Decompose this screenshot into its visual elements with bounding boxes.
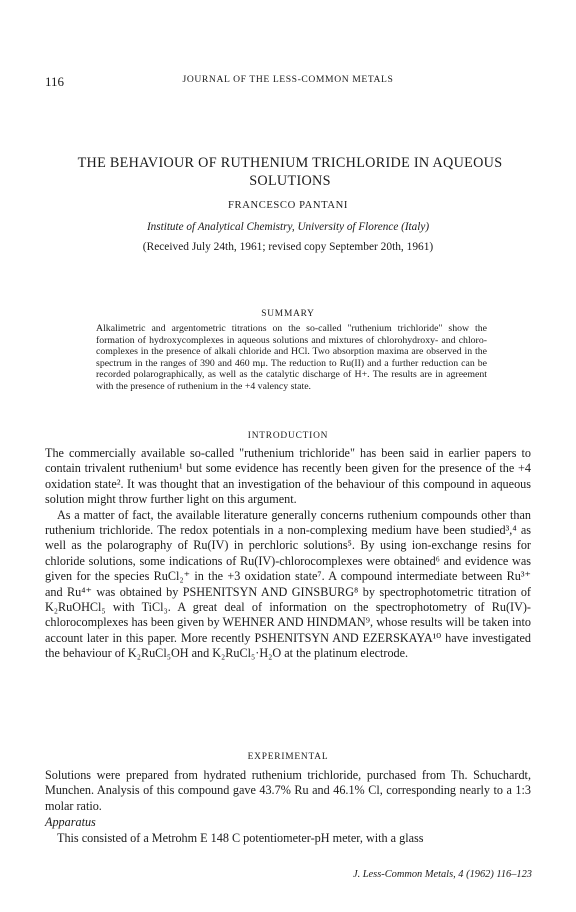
author: FRANCESCO PANTANI [228, 200, 348, 211]
received-date: (Received July 24th, 1961; revised copy September 20th, 1961) [142, 241, 434, 253]
experimental-paragraph: Solutions were prepared from hydrated ruthenium trichloride, purchased from Th. Schuchardt, Munchen. Analysis of this compound gave 43.7% Ru and 46.1% Cl, corresponding nearly to a 1:3 molar ratio. [45, 768, 531, 813]
summary-heading: SUMMARY [261, 309, 315, 319]
introduction-paragraph-2: As a matter of fact, the available literature generally concerns ruthenium compounds other than ruthenium trichloride. The redox potentials in a non-complexing medium have been studied³,⁴ as well as the polarography of Ru(IV) in perchloric solutions⁵. By using ion-exchange resins for chloride solutions, some indications of Ru(IV)-chlorocomplexes were obtained⁶ and evidence was given for the species RuCl₂⁺ in the +3 oxidation state⁷. A compound intermediate between Ru³⁺ and Ru⁴⁺ was obtained by PSHENITSYN AND GINSBURG⁸ by spectrophotometric titration of K₂RuOHCl₅ with TiCl₃. A great deal of information on the spectrophotometry of Ru(IV)-chlorocomplexes has been given by WEHNER AND HINDMAN⁹, whose results will be taken into account later in this paper. More recently PSHENITSYN AND EZERSKAYA¹⁰ have investigated the behaviour of K₂RuCl₅OH and K₂RuCl₅·H₂O at the platinum electrode. [45, 507, 531, 661]
article-title: THE BEHAVIOUR OF RUTHENIUM TRICHLORIDE IN AQUEOUS SOLUTIONS [77, 155, 503, 189]
introduction-heading: INTRODUCTION [247, 431, 329, 441]
summary-text: Alkalimetric and argentometric titrations on the so-called "ruthenium trichloride" show the formation of hydroxycomplexes in aqueous solutions and mixtures of chlorohydroxy- and chloro-complexes in the presence of alkali chloride and HCl. Two absorption maxima are observed in the spectrum in the ranges of 390 and 460 mμ. The reduction to Ru(II) and a further reduction can be recorded polarographically, as well as the catalytic discharge of H+. The results are in agreement with the presence of ruthenium in the +4 valency state. [96, 323, 487, 392]
apparatus-heading: Apparatus [45, 815, 96, 829]
apparatus-paragraph: This consisted of a Metrohm E 148 C potentiometer-pH meter, with a glass [57, 831, 424, 845]
affiliation: Institute of Analytical Chemistry, University of Florence (Italy) [146, 221, 430, 233]
experimental-heading: EXPERIMENTAL [247, 752, 329, 762]
introduction-body [45, 446, 531, 662]
introduction-paragraph-1: The commercially available so-called "ruthenium trichloride" has been said in earlier papers to contain trivalent ruthenium¹ but some evidence has recently been given for the presence of the +4 oxidation state². It was thought that an investigation of the behaviour of this compound in aqueous solution might throw further light on this argument. [45, 446, 531, 507]
running-header: JOURNAL OF THE LESS-COMMON METALS [182, 74, 394, 85]
journal-citation: J. Less-Common Metals, 4 (1962) 116–123 [352, 869, 532, 880]
page-number: 116 [45, 74, 65, 89]
